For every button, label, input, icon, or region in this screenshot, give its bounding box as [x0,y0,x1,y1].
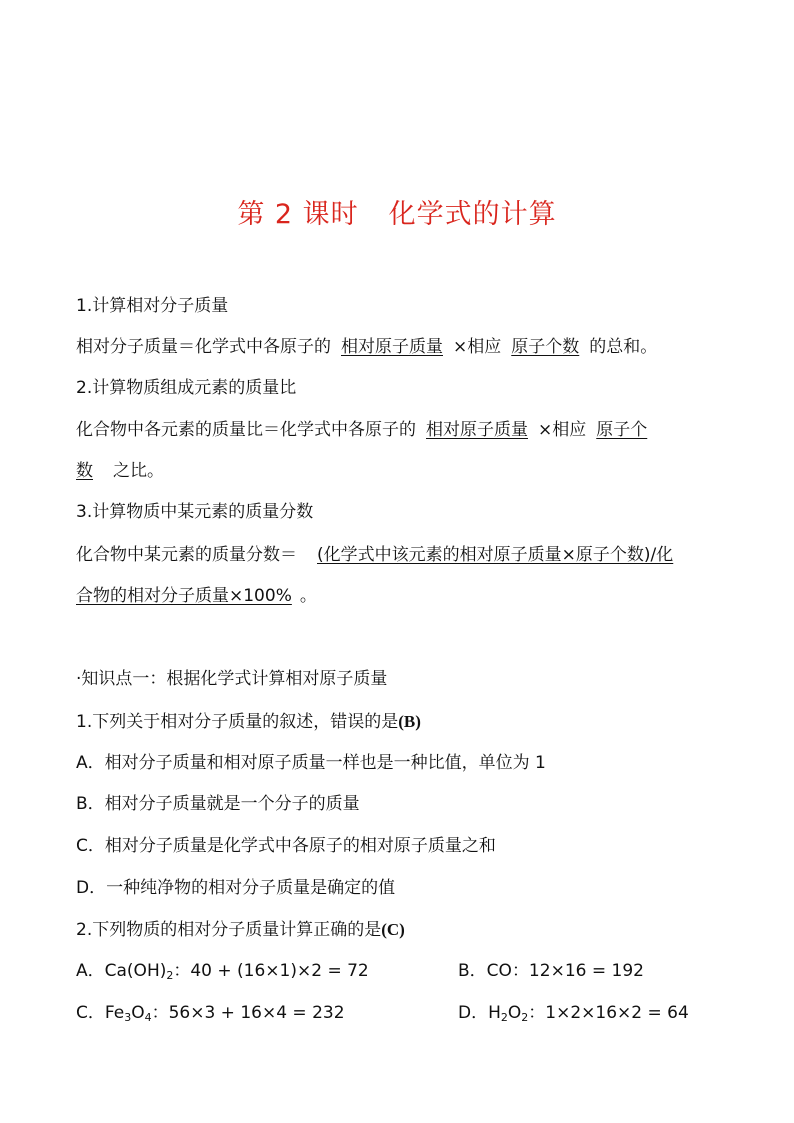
q2-option-a: A．$Ca(OH)_2$：40 + (16×1)×2 = 72 [76,961,369,982]
section2-text-cont: 数 之比。 [76,461,164,481]
q1-option-d: D．一种纯净物的相对分子质量是确定的值 [76,878,396,898]
section3-text-cont: 合物的相对分子质量×100% 。 [76,586,317,606]
title-lesson: 第 2 课时 [237,199,359,230]
section2-text: 化合物中各元素的质量比＝化学式中各原子的 相对原子质量 ×相应 原子个 [76,418,724,442]
answer-blank: 合物的相对分子质量×100% [76,586,292,606]
answer-blank: 相对原子质量 [426,420,528,440]
section1-text: 相对分子质量＝化学式中各原子的 相对原子质量 ×相应 原子个数 的总和。 [76,337,658,357]
q1-stem: 1.下列关于相对分子质量的叙述，错误的是(B) [76,712,421,732]
q2-row-1 [76,959,724,983]
answer-blank: (化学式中该元素的相对原子质量×原子个数)/化 [317,545,674,565]
q2-answer: (C) [381,920,405,939]
section3-text: 化合物中某元素的质量分数＝ (化学式中该元素的相对原子质量×原子个数)/化 [76,545,674,565]
q2-option-b: B．CO：12×16 = 192 [458,961,644,981]
q1-answer: (B) [398,712,421,731]
q1-option-c: C．相对分子质量是化学式中各原子的相对原子质量之和 [76,836,496,856]
q2-option-d: D．$H_2O_2$：1×2×16×2 = 64 [458,1003,689,1024]
q1-option-b: B．相对分子质量就是一个分子的质量 [76,794,360,814]
q2-option-c: C．$Fe_3O_4$：56×3 + 16×4 = 232 [76,1003,345,1024]
page-title [0,192,794,231]
answer-blank: 相对原子质量 [341,337,443,357]
q2-row-2 [76,1001,724,1025]
section1-heading: 1.计算相对分子质量 [76,296,229,316]
knowledge-point-label: ·知识点一：根据化学式计算相对原子质量 [76,669,388,689]
answer-blank: 原子个数 [511,337,580,357]
answer-blank: 原子个 [596,420,648,440]
q2-stem: 2.下列物质的相对分子质量计算正确的是(C) [76,920,405,940]
section2-heading: 2.计算物质组成元素的质量比 [76,378,297,398]
title-topic: 化学式的计算 [388,199,557,230]
answer-blank: 数 [76,461,93,481]
section3-heading: 3.计算物质中某元素的质量分数 [76,502,314,522]
q1-option-a: A．相对分子质量和相对原子质量一样也是一种比值，单位为 1 [76,753,546,773]
